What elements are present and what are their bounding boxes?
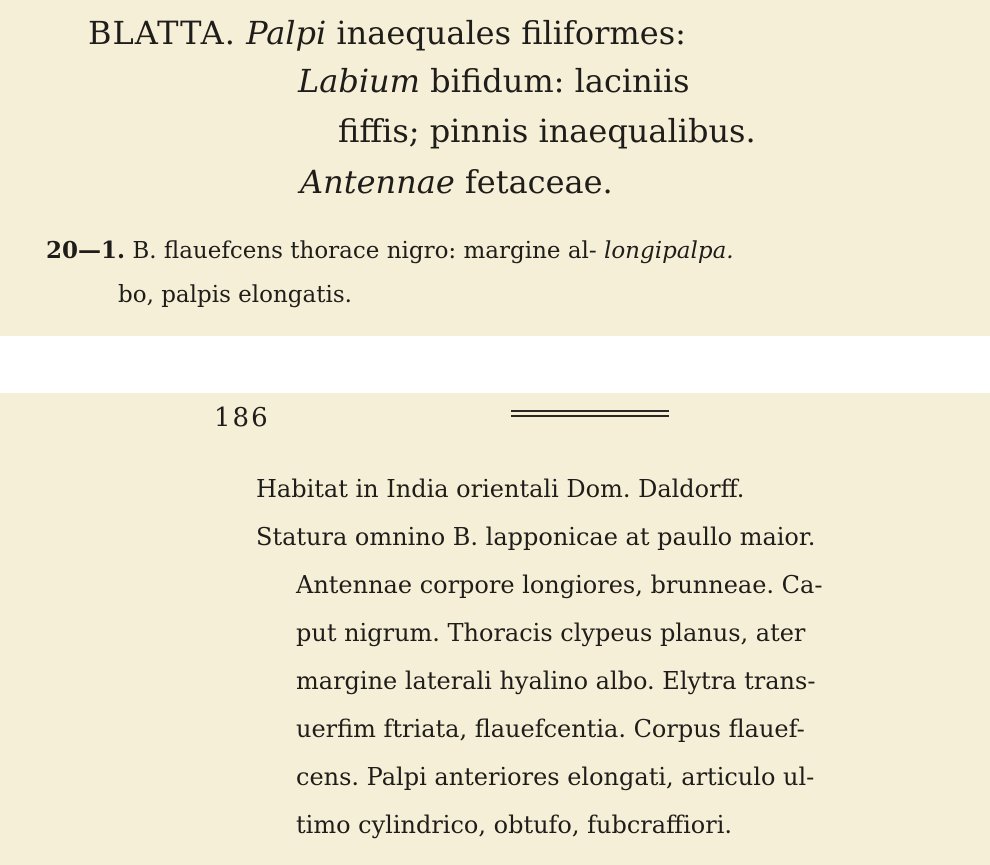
body-line-1: Habitat in India orientali Dom. Daldorff. [256,475,745,503]
header-rule-top [511,410,669,412]
genus-palpi-line [88,14,686,52]
header-rule-bottom [511,415,669,417]
body-line-2: Statura omnino B. lapponicae at paullo maior. [256,523,816,551]
lower-page-fragment [0,393,990,865]
antennae-term: Antennae [300,163,455,201]
genus-name: BLATTA. [88,14,236,52]
antennae-description: fetaceae. [464,163,613,201]
palpi-term: Palpi [246,14,327,52]
palpi-description: inaequales filiformes: [336,14,686,52]
labium-description: bifidum: laciniis [430,62,690,100]
species-entry-continuation: bo, palpis elongatis. [118,282,352,308]
body-line-7: cens. Palpi anteriores elongati, articulo ul- [296,763,815,791]
species-entry-line [46,237,734,264]
entry-diagnosis: B. flauefcens thorace nigro: margine al- [132,238,597,264]
body-line-6: uerfim ftriata, flauefcentia. Corpus flauef- [296,715,805,743]
body-line-8: timo cylindrico, obtufo, fubcraffiori. [296,811,733,839]
species-name: longipalpa. [603,238,734,264]
labium-term: Labium [298,62,420,100]
body-line-4: put nigrum. Thoracis clypeus planus, ater [296,619,806,647]
body-line-3: Antennae corpore longiores, brunneae. Ca- [296,571,823,599]
page-number: 186 [214,403,270,433]
entry-number: 20—1. [46,237,126,264]
labium-continuation-line: fiffis; pinnis inaequalibus. [338,112,756,150]
body-line-5: margine laterali hyalino albo. Elytra trans- [296,667,816,695]
antennae-line [300,163,613,201]
upper-page-fragment [0,0,990,336]
labium-line [298,62,690,100]
